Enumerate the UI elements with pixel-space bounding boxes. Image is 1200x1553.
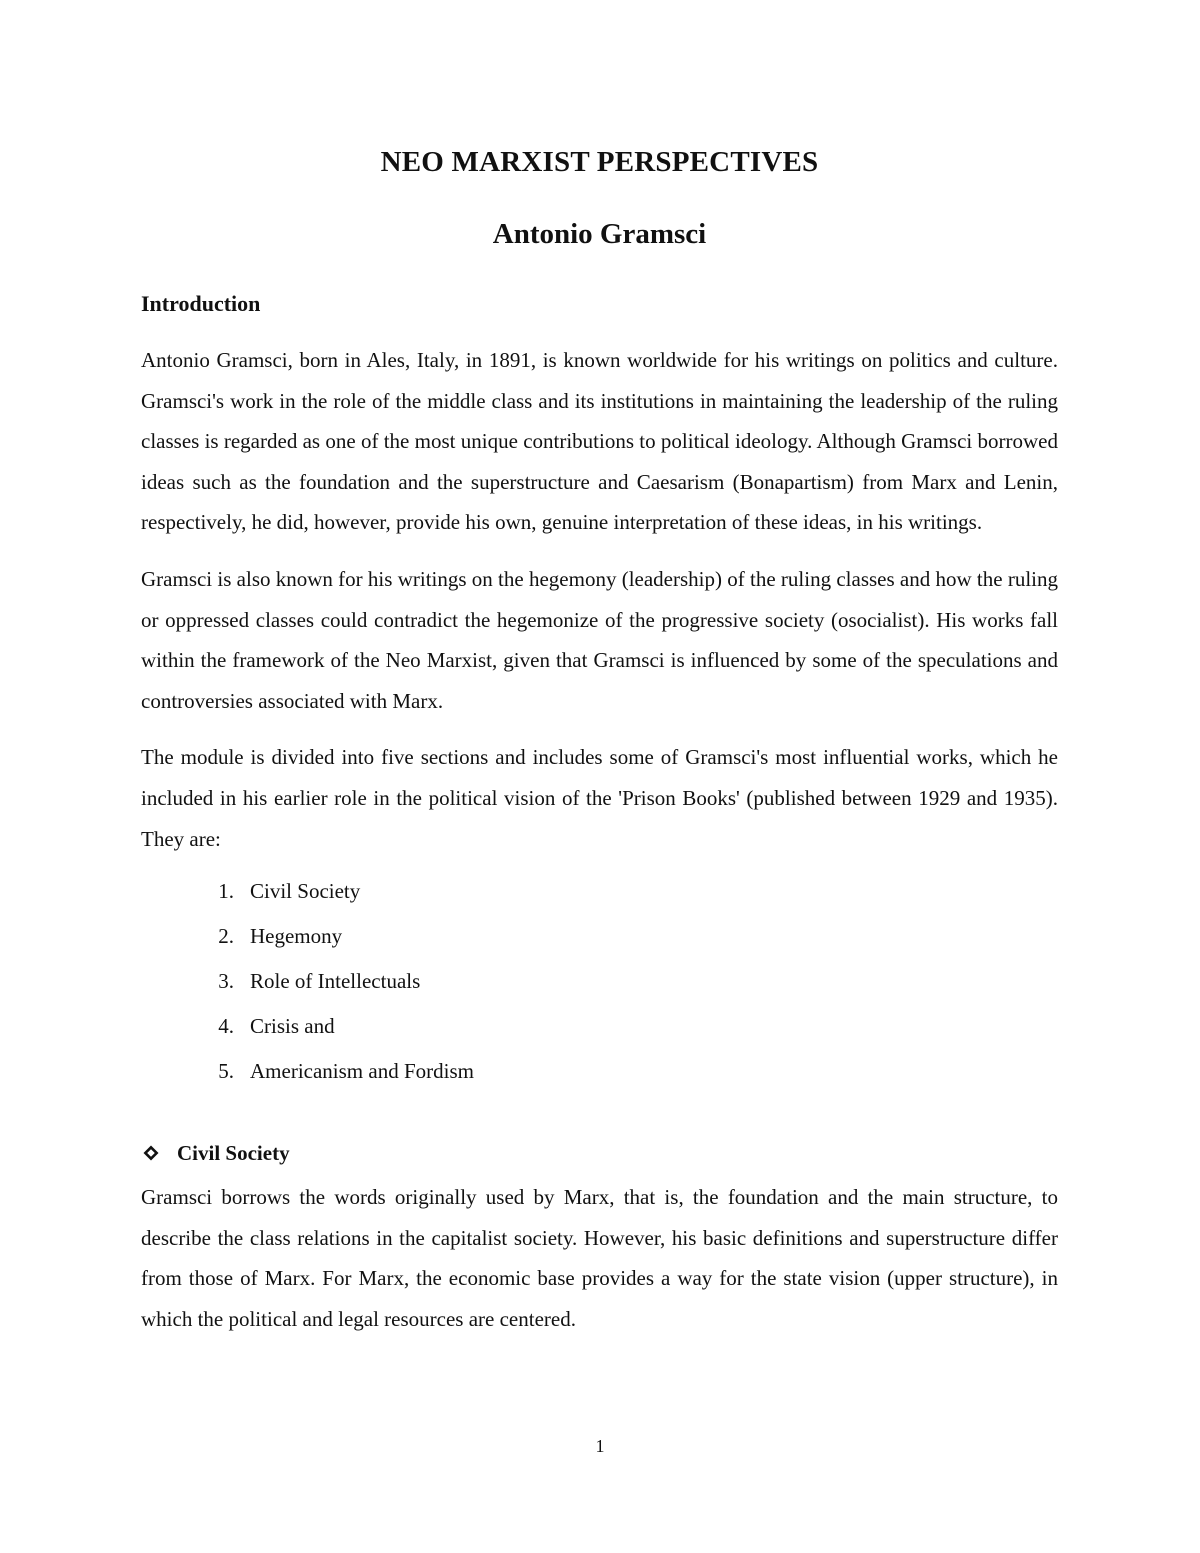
intro-paragraph-2: Gramsci is also known for his writings on the hegemony (leadership) of the ruling classes and how the ruling or oppressed classes could contradict the hegemonize of the progressive society (osocialist). His works fall within the framework of the Neo Marxist, given that Gramsci is influenced by some of the speculations and controversies associated with Marx. <box>141 566 1058 713</box>
page-number: 1 <box>595 1436 605 1456</box>
list-item-label: Crisis and <box>250 1014 335 1039</box>
page-content <box>141 140 1058 1340</box>
list-item-label: Americanism and Fordism <box>250 1059 474 1084</box>
list-item-number: 1. <box>218 879 234 904</box>
intro-paragraph-3: The module is divided into five sections and includes some of Gramsci's most influential works, which he included in his earlier role in the political vision of the 'Prison Books' (published between 1929 and 1935). They are: <box>141 745 1058 851</box>
diamond-bullet-icon <box>143 1145 159 1161</box>
list-item-number: 5. <box>218 1059 234 1084</box>
civil-society-paragraph: Gramsci borrows the words originally used by Marx, that is, the foundation and the main structure, to describe the class relations in the capitalist society. However, his basic definitions and superstructure differ from those of Marx. For Marx, the economic base provides a way for the state vision (upper structure), in which the political and legal resources are centered. <box>141 1185 1058 1331</box>
list-item <box>141 1049 1058 1094</box>
list-item-label: Hegemony <box>250 924 343 949</box>
sections-list <box>141 869 1058 1094</box>
intro-paragraph-1: Antonio Gramsci, born in Ales, Italy, in 1891, is known worldwide for his writings on politics and culture. Gramsci's work in the role of the middle class and its institutions in maintaining the leadership of the ruling classes is regarded as one of the most unique contributions to political ideology. Although Gramsci borrowed ideas such as the foundation and the superstructure and Caesarism (Bonapartism) from Marx and Lenin, respectively, he did, however, provide his own, genuine interpretation of these ideas, in his writings. <box>141 348 1058 535</box>
list-item <box>141 869 1058 914</box>
civil-society-heading <box>141 1136 1058 1170</box>
document-subtitle: Antonio Gramsci <box>492 218 707 250</box>
list-item <box>141 959 1058 1004</box>
civil-society-heading-label: Civil Society <box>177 1141 290 1166</box>
list-item-number: 2. <box>218 924 234 949</box>
list-item <box>141 914 1058 959</box>
list-item-number: 4. <box>218 1014 234 1039</box>
list-item-label: Civil Society <box>250 879 361 904</box>
introduction-heading: Introduction <box>141 291 261 316</box>
list-item-number: 3. <box>218 969 234 994</box>
document-title: NEO MARXIST PERSPECTIVES <box>380 146 819 178</box>
list-item <box>141 1004 1058 1049</box>
list-item-label: Role of Intellectuals <box>250 969 421 994</box>
